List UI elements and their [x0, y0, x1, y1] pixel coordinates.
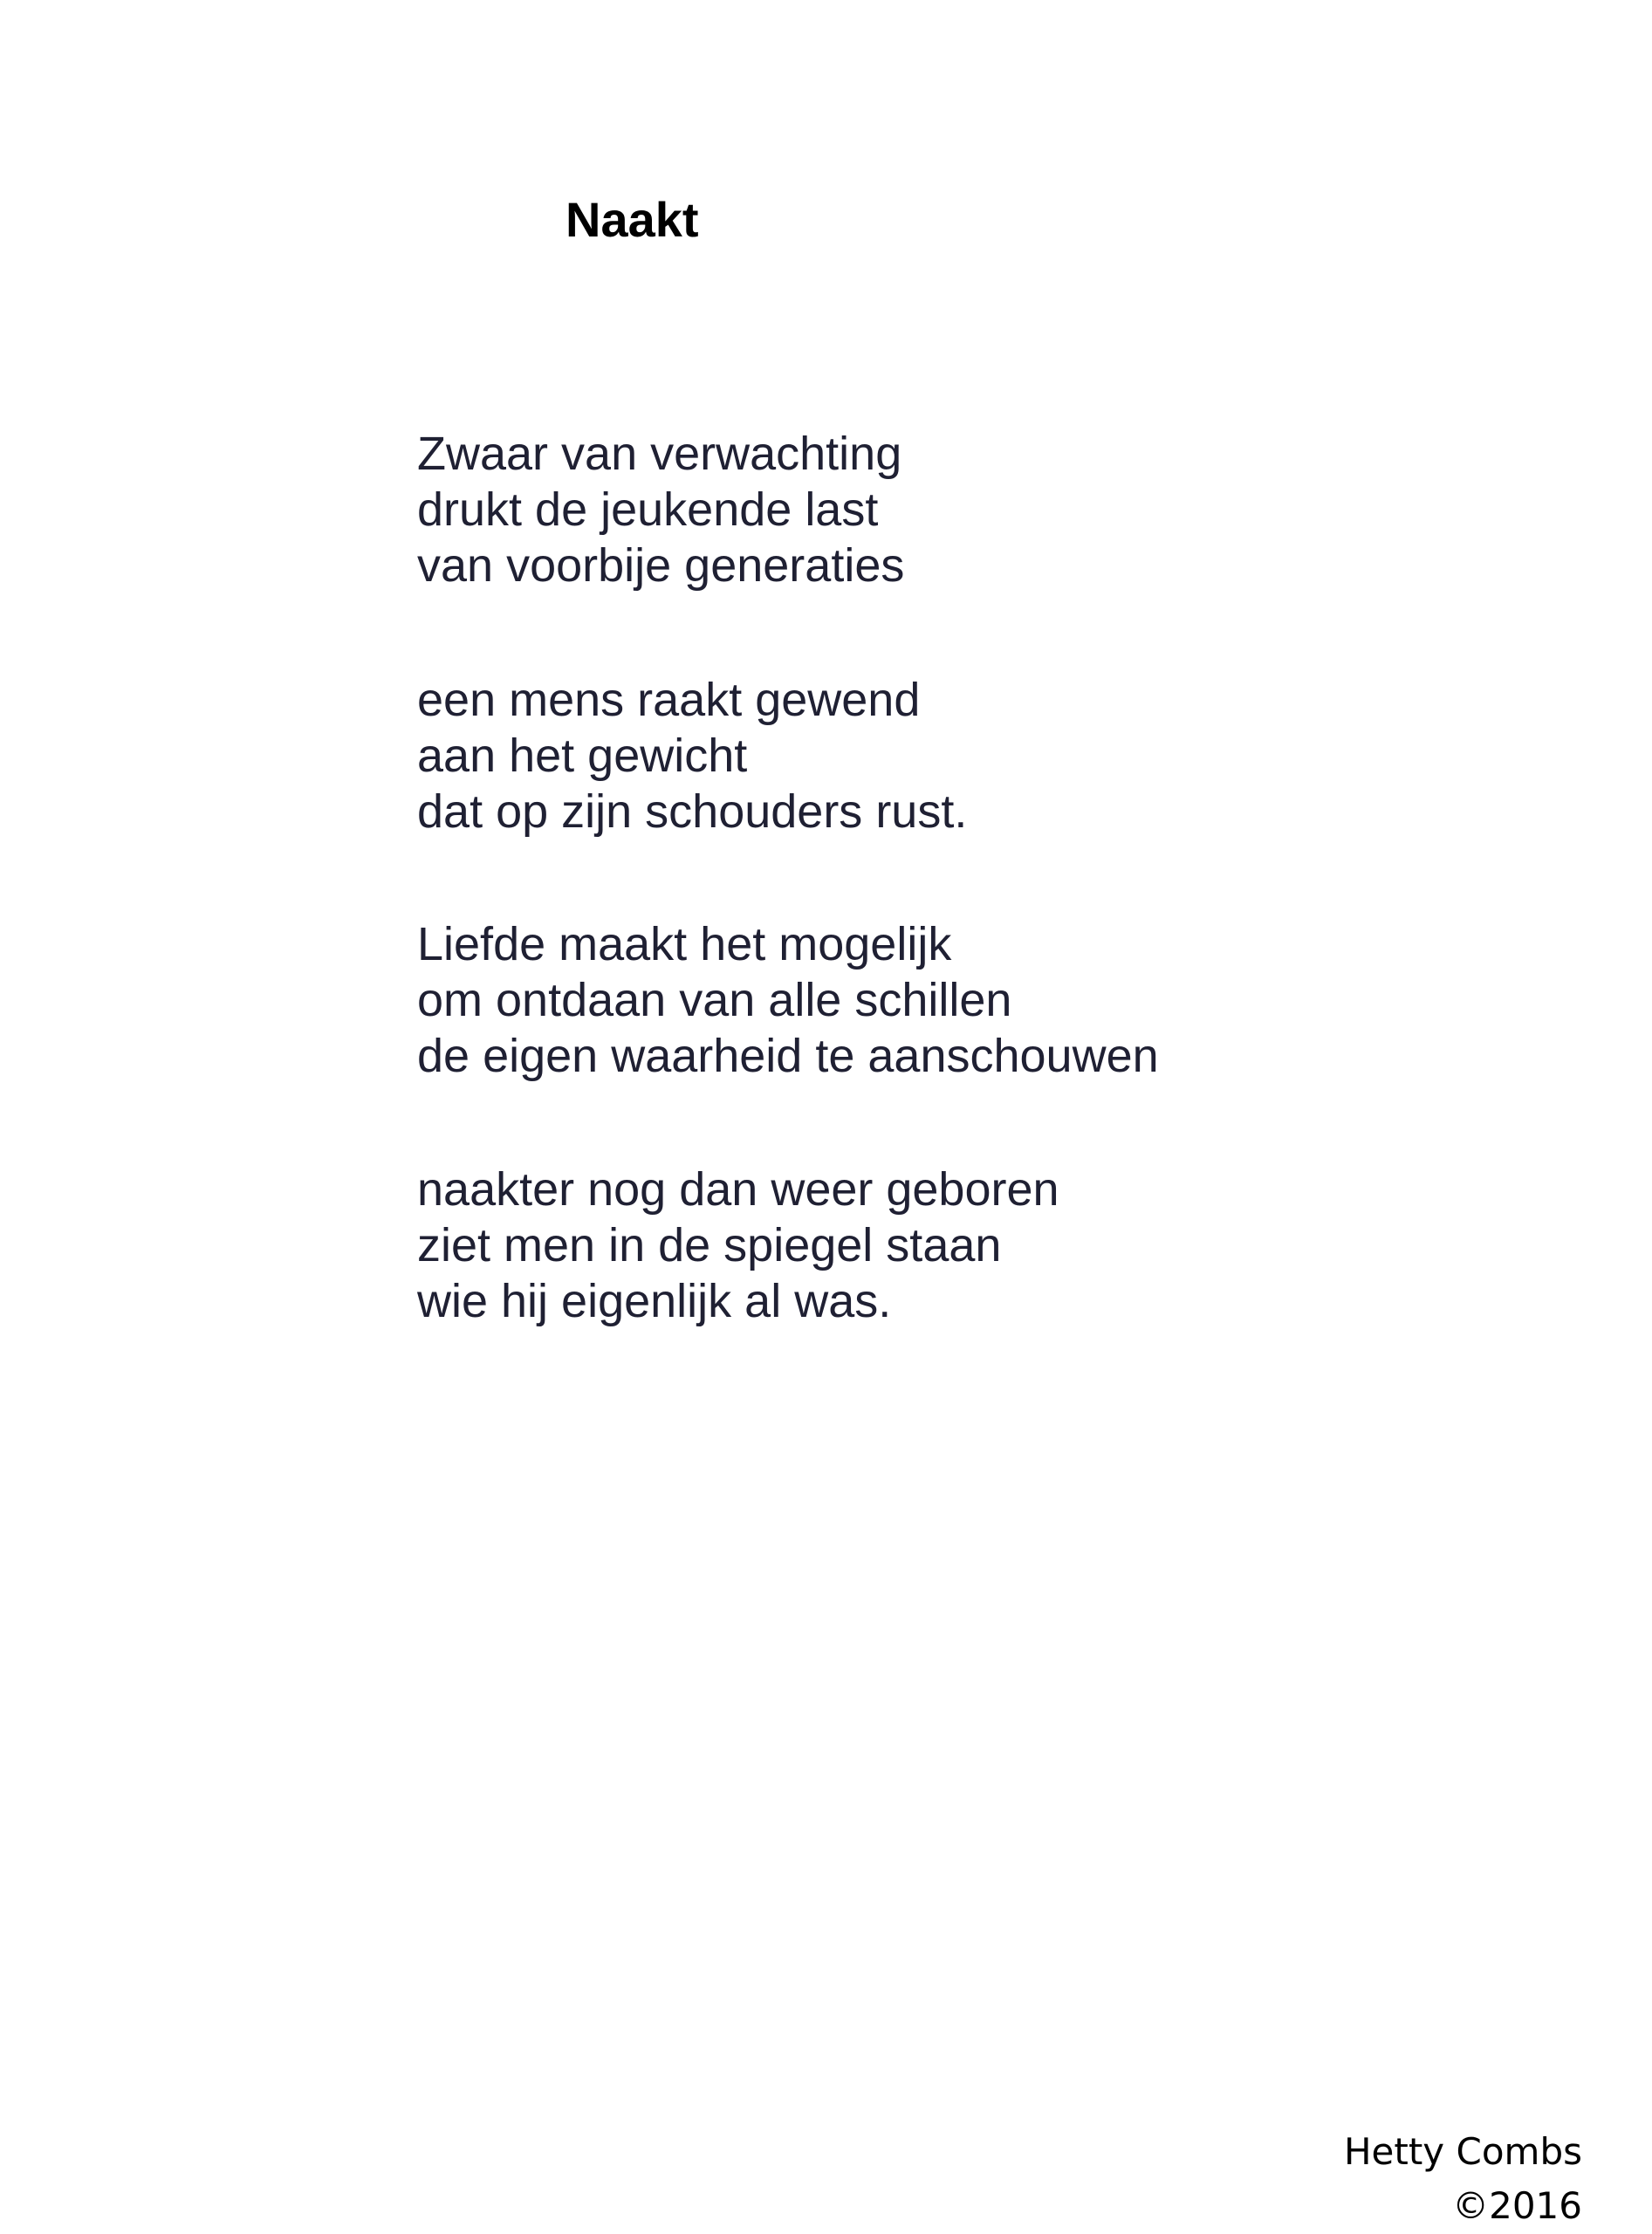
poem-title: Naakt [566, 192, 699, 247]
poem-line: de eigen waarheid te aanschouwen [417, 1030, 1159, 1082]
poem-line: drukt de jeukende last [417, 483, 879, 536]
poem-line: Zwaar van verwachting [417, 428, 902, 480]
stanza-2 [417, 672, 967, 839]
poem-line: om ontdaan van alle schillen [417, 974, 1012, 1026]
poem-line: van voorbije generaties [417, 539, 905, 592]
poem-line: een mens raakt gewend [417, 674, 921, 726]
author-signature [1344, 2125, 1582, 2233]
poem-line: naakter nog dan weer geboren [417, 1163, 1059, 1216]
poem-line: wie hij eigenlijk al was. [417, 1275, 892, 1327]
stanza-1 [417, 426, 904, 593]
poem-line: Liefde maakt het mogelijk [417, 918, 952, 970]
poem-line: ziet men in de spiegel staan [417, 1219, 1002, 1271]
stanza-4 [417, 1162, 1059, 1329]
poem-line: dat op zijn schouders rust. [417, 785, 968, 838]
copyright-notice: ©2016 [1452, 2184, 1582, 2227]
stanza-3 [417, 916, 1159, 1084]
author-name: Hetty Combs [1343, 2130, 1582, 2173]
poem-line: aan het gewicht [417, 730, 748, 782]
